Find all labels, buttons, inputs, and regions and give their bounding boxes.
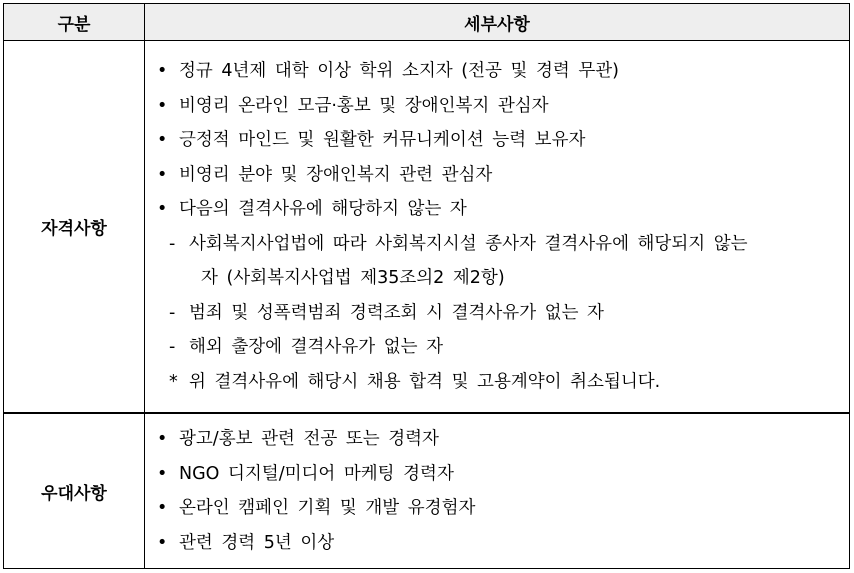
bullet-marker: • [157,199,168,219]
list-item: • 비영리 온라인 모금·홍보 및 장애인복지 관심자 [157,89,849,124]
bullet-marker: • [157,130,168,150]
qualifications-row [4,41,850,414]
bullet-marker: • [157,429,168,449]
asterisk-marker: * [169,371,178,392]
bullet-marker: • [157,498,168,518]
list-item: • 광고/홍보 관련 전공 또는 경력자 [157,422,849,457]
sub-list-item-continuation: 자 (사회복지사업법 제35조의2 제2항) [201,268,505,288]
header-category: 구분 [4,4,145,41]
bullet-marker: • [157,61,168,81]
requirements-table [3,3,850,569]
preferences-details [145,413,850,569]
list-item: • 다음의 결격사유에 해당하지 않는 자 [157,192,849,227]
bullet-marker: • [157,95,168,116]
preferences-label: 우대사항 [4,413,145,569]
sub-list-item: - 범죄 및 성폭력범죄 경력조회 시 결격사유가 없는 자 [157,296,849,331]
bullet-marker: • [157,463,168,484]
qualifications-label: 자격사항 [4,41,145,414]
dash-marker: - [169,337,176,357]
list-item: • 긍정적 마인드 및 원활한 커뮤니케이션 능력 보유자 [157,123,849,158]
note-item: * 위 결격사유에 해당시 채용 합격 및 고용계약이 취소됩니다. [157,365,849,400]
table-header-row [4,4,850,41]
dash-marker: - [169,233,176,254]
qualifications-details [145,41,850,414]
sub-list-item: - 해외 출장에 결격사유가 없는 자 [157,330,849,365]
dash-marker: - [169,302,176,323]
list-item: • 정규 4년제 대학 이상 학위 소지자 (전공 및 경력 무관) [157,54,849,89]
list-item: • 비영리 분야 및 장애인복지 관련 관심자 [157,158,849,193]
bullet-marker: • [157,532,168,553]
list-item: • NGO 디지털/미디어 마케팅 경력자 [157,457,849,492]
sub-list-item: - 사회복지사업법에 따라 사회복지시설 종사자 결격사유에 해당되지 않는 [157,227,849,262]
header-details: 세부사항 [145,4,850,41]
preferences-row [4,413,850,569]
list-item: • 관련 경력 5년 이상 [157,526,849,561]
bullet-marker: • [157,164,168,185]
list-item: • 온라인 캠페인 기획 및 개발 유경험자 [157,491,849,526]
